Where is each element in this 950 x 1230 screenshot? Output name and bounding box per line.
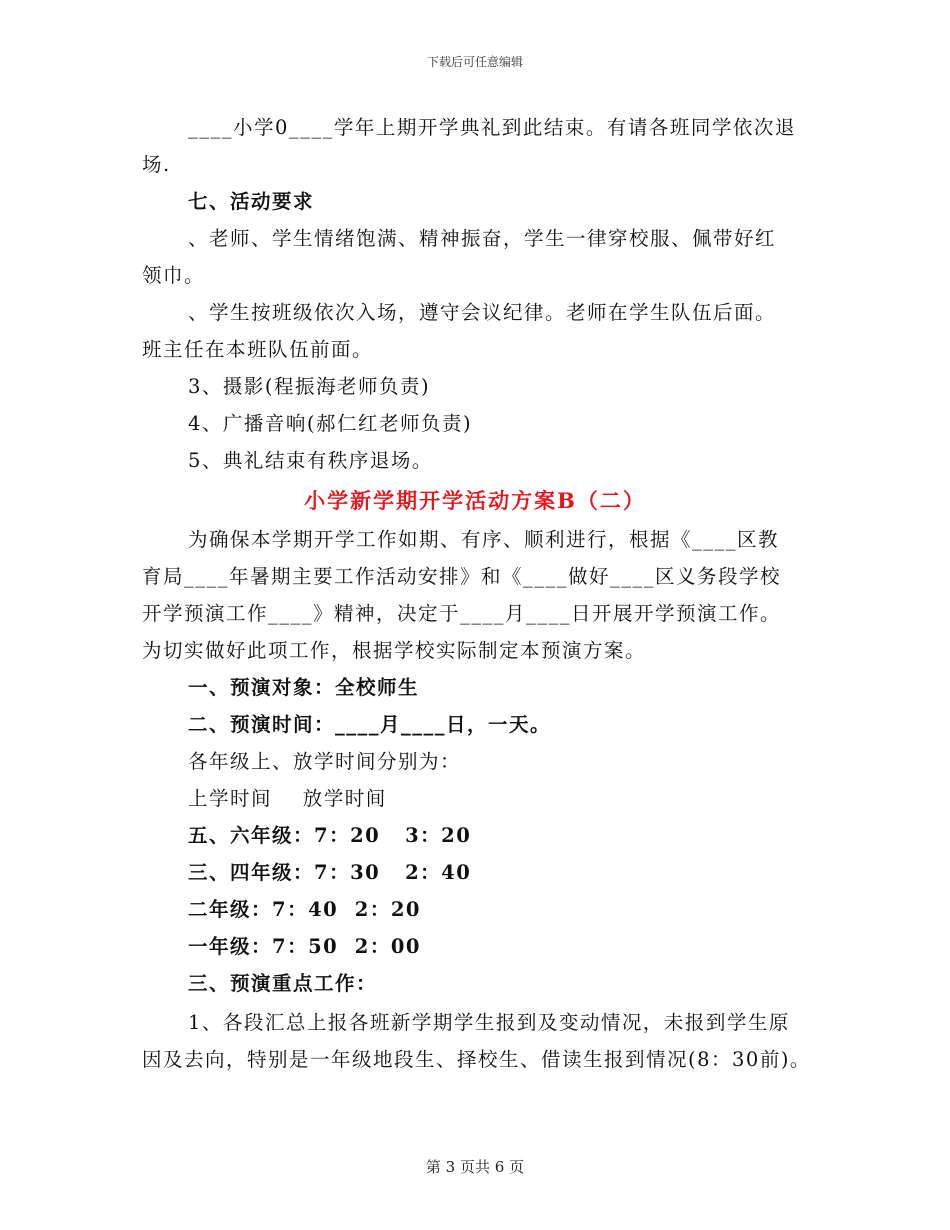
schedule-row: 五、六年级：7：20 3：20 bbox=[188, 824, 472, 847]
work-item-1-line-1: 1、各段汇总上报各班新学期学生报到及变动情况，未报到学生原 bbox=[188, 1011, 790, 1034]
intro-line-4: 为切实做好此项工作，根据学校实际制定本预演方案。 bbox=[142, 639, 647, 662]
heading-key-work: 三、预演重点工作： bbox=[188, 972, 378, 995]
requirement-2-line-1: 、学生按班级依次入场，遵守会议纪律。老师在学生队伍后面。 bbox=[188, 301, 777, 324]
schedule-header: 上学时间 放学时间 bbox=[188, 787, 387, 810]
requirement-4: 4、广播音响(郝仁红老师负责) bbox=[188, 412, 473, 435]
heading-rehearsal-target: 一、预演对象：全校师生 bbox=[188, 676, 420, 699]
work-item-1-line-2: 因及去向，特别是一年级地段生、择校生、借读生报到情况(8：30前)。 bbox=[142, 1048, 811, 1071]
schedule-row: 二年级：7：40 2：20 bbox=[188, 898, 421, 921]
requirement-1-line-2: 领巾。 bbox=[142, 264, 206, 287]
heading-rehearsal-time: 二、预演时间：____月____日，一天。 bbox=[188, 713, 552, 736]
schedule-row: 三、四年级：7：30 2：40 bbox=[188, 861, 472, 884]
closing-paragraph-line-1: ____小学0____学年上期开学典礼到此结束。有请各班同学依次退 bbox=[188, 116, 796, 139]
closing-paragraph-line-2: 场. bbox=[142, 153, 171, 176]
intro-line-2: 育局____年暑期主要工作活动安排》和《____做好____区义务段学校 bbox=[142, 565, 782, 588]
page-header: 下载后可任意编辑 bbox=[426, 55, 523, 69]
section-heading-requirements: 七、活动要求 bbox=[188, 190, 315, 213]
requirement-5: 5、典礼结束有秩序退场。 bbox=[188, 449, 433, 472]
requirement-3: 3、摄影(程振海老师负责) bbox=[188, 375, 431, 398]
intro-line-3: 开学预演工作____》精神，决定于____月____日开展开学预演工作。 bbox=[142, 602, 782, 625]
schedule-row: 一年级：7：50 2：00 bbox=[188, 935, 421, 958]
page-footer: 第 3 页共 6 页 bbox=[425, 1158, 525, 1176]
intro-line-1: 为确保本学期开学工作如期、有序、顺利进行，根据《____区教 bbox=[188, 528, 780, 551]
requirement-2-line-2: 班主任在本班队伍前面。 bbox=[142, 338, 374, 361]
schedule-intro: 各年级上、放学时间分别为： bbox=[188, 750, 462, 773]
requirement-1-line-1: 、老师、学生情绪饱满、精神振奋，学生一律穿校服、佩带好红 bbox=[188, 227, 777, 250]
document-title: 小学新学期开学活动方案B（二） bbox=[304, 488, 646, 513]
